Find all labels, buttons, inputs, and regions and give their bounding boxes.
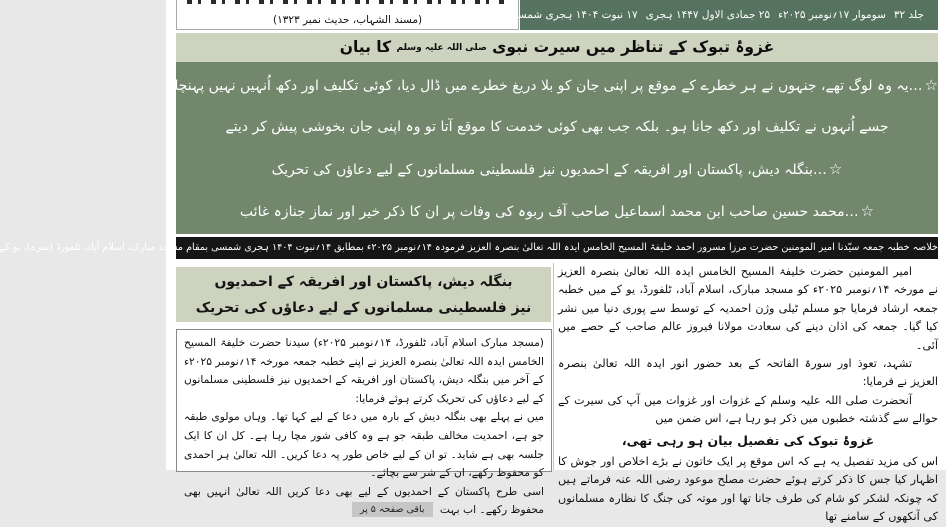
main-headline <box>176 33 938 62</box>
left-paragraph: میں نے پہلے بھی بنگلہ دیش کے بارہ میں دعا کے لیے کہا تھا۔ وہاں مولوی طبقہ جو ہے، احمدیت مخالف طبقہ جو ہے وہ کافی شور مچا رہا ہے۔ کل ان کا ایک جلسہ بھی ہے شاید۔ تو ان کے لیے خاص طور پہ دعا کریں۔ اللہ تعالیٰ ہر احمدی کو محفوظ رکھے، ان کے شر سے بچائے۔ <box>184 410 544 480</box>
article-paragraph: آنحضرت صلی اللہ علیہ وسلم کے غزوات اور غزوات میں آپ کی سیرت کے حوالے سے گذشتہ خطبوں میں ذکر ہو رہا ہے، اس ضمن میں <box>558 393 938 426</box>
banner-line <box>176 148 938 190</box>
left-paragraph-last <box>184 483 544 520</box>
article-subheading: غزوۂ تبوک کی تفصیل بیان ہو رہی تھی، <box>621 432 875 448</box>
continued-on-page-badge: باقی صفحہ ۵ پر <box>352 502 433 517</box>
gregorian-date: سوموار ۱۷؍نومبر ۲۰۲۵ء <box>778 9 886 21</box>
hijri-date: ۲۵ جمادی الاول ۱۴۴۷ ہجری <box>645 9 771 21</box>
left-article-body <box>176 329 552 517</box>
headline-text-pre: غزوۂ تبوک کے تناظر میں سیرت نبوی <box>486 38 775 56</box>
summary-banner <box>169 62 938 234</box>
khutba-summary-strip: خلاصہ خطبہ جمعہ سیّدنا امیر المومنین حضرت مرزا مسرور احمد خلیفۃ المسیح الخامس ایدہ اللہ تعالیٰ بنصرہ العزیز فرمودہ ۱۴؍نومبر ۲۰۲۵ء بمطابق ۱۴؍نبوت ۱۴۰۴ ہجری شمسی بمقام مسجد مبارک، اسلام آباد، ٹلفورڈ (سرے)، یو کے <box>176 237 938 259</box>
star-icon: ☆ <box>924 76 938 94</box>
article-paragraph: امیر المومنین حضرت خلیفۃ المسیح الخامس ایدہ اللہ تعالیٰ بنصرہ العزیز نے مورخہ ۱۴؍نومبر ۲۰۲۵ء کو مسجد مبارک، اسلام آباد، ٹلفورڈ، یو کے میں خطبہ جمعہ ارشاد فرمایا جو مسلم ٹیلی وژن احمدیہ کے توسط سے پوری دنیا میں نشر کیا گیا۔ جمعہ کی اذان دینے کی سعادت مولانا فیروز عالم صاحب کے حصے میں آئی۔ <box>558 265 938 352</box>
left-title-line2: نیز فلسطینی مسلمانوں کے لیے دعاؤں کی تحریک <box>195 300 532 316</box>
salat-inscription: صلی اللہ علیہ وسلم <box>396 43 487 53</box>
shamsi-date: ۱۷ نبوت ۱۴۰۴ ہجری شمسی <box>509 9 638 21</box>
star-icon: ☆ <box>860 202 875 220</box>
left-paragraph-text: اسی طرح پاکستان کے احمدیوں کے لیے بھی دعا کریں اللہ تعالیٰ انہیں بھی محفوظ رکھے۔ اب بہت <box>184 484 544 517</box>
banner-line <box>176 106 938 148</box>
hadith-reference: (مسند الشہاب، حدیث نمبر ۱۳۲۳) <box>272 14 423 26</box>
left-title-line1: بنگلہ دیش، پاکستان اور افریقہ کے احمدیوں <box>214 274 513 290</box>
article-paragraph: تشہد، تعوذ اور سورۃ الفاتحہ کے بعد حضور انور ایدہ اللہ تعالیٰ بنصرہ العزیز نے فرمایا: <box>558 357 938 389</box>
left-article-title-box <box>176 267 551 322</box>
banner-line <box>176 190 938 232</box>
banner-line-text: جسے اُنہوں نے تکلیف اور دکھ جانا ہو۔ بلکہ جب بھی کوئی خدمت کا موقع آتا تو وہ اپنی جان بخوشی پیش کر دیتے <box>225 119 889 135</box>
article-paragraph: اس کی مزید تفصیل یہ ہے کہ اس موقع پر ایک خاتون نے بڑے اخلاص اور جوش کا اظہار کیا جس کا ذکر کرتے ہوئے حضرت مصلح موعود رضی اللہ عنہ فرماتے ہیں کہ چونکہ لشکر کو شام کی طرف جانا تھا اور موتہ کی جنگ کا نظارہ مسلمانوں کی آنکھوں کے سامنے تھا <box>558 455 938 524</box>
column-divider <box>553 263 554 470</box>
left-paragraph: (مسجد مبارک اسلام آباد، ٹلفورڈ، ۱۴؍نومبر ۲۰۲۵ء) سیدنا حضرت خلیفۃ المسیح الخامس ایدہ اللہ تعالیٰ بنصرہ العزیز نے اپنے خطبہ جمعہ مورخہ ۱۴؍نومبر ۲۰۲۵ء کے آخر میں بنگلہ دیش، پاکستان اور افریقہ کے احمدیوں نیز فلسطینی مسلمانوں کے لیے دعاؤں کی تحریک کرتے ہوئے فرمایا: <box>184 336 544 405</box>
masthead-date-bar <box>451 0 938 30</box>
clipped-hadith-text <box>187 0 508 4</box>
banner-line <box>169 64 938 106</box>
star-icon: ☆ <box>828 160 843 178</box>
issue-number: شمارہ ۲۶۲ <box>451 9 502 21</box>
banner-line-text: …محمد حسین صاحب ابن محمد اسماعیل صاحب آف ربوہ کی وفات پر ان کا ذکر خیر اور نماز جنازہ غائب <box>239 204 859 220</box>
volume-label: جلد ۳۲ <box>893 9 924 21</box>
banner-line-text: …بنگلہ دیش، پاکستان اور افریقہ کے احمدیوں نیز فلسطینی مسلمانوں کے لیے دعاؤں کی تحریک <box>271 162 827 178</box>
banner-line-text: …یہ وہ لوگ تھے، جنہوں نے ہر خطرے کے موقع پر اپنی جان کو بلا دریغ خطرے میں ڈال دیا، کوئی تکلیف اور دکھ اُنہیں نہیں پہنچا، <box>169 78 923 94</box>
main-article-body <box>558 263 938 524</box>
headline-text-post: کا بیان <box>339 38 397 56</box>
